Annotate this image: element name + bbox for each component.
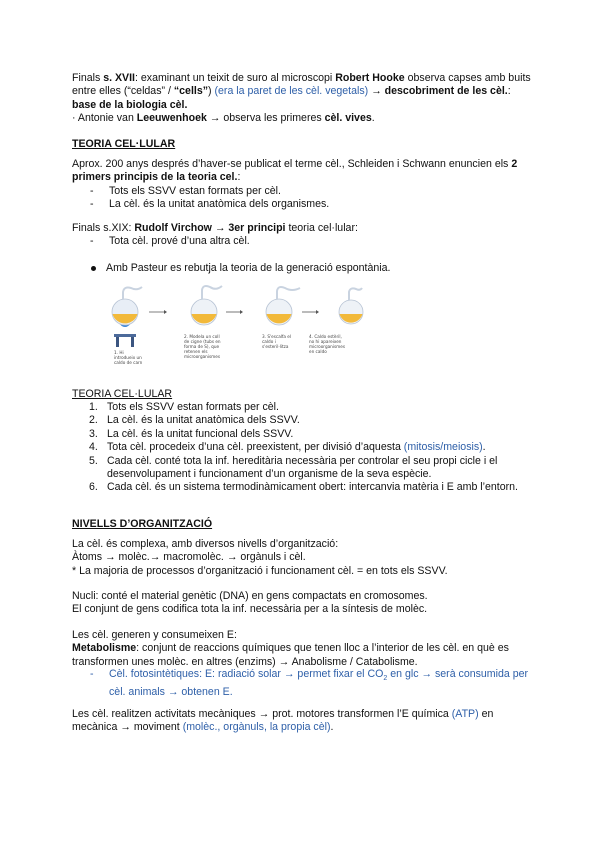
figure-caption-1: 1. Hi introdueix un caldo de carn <box>114 350 143 365</box>
flask-heated-icon <box>112 287 142 347</box>
figure-caption-2: 2. Modela un coll de cigne (tubs en forma de S), que retenen els microorganismes <box>184 334 221 359</box>
list-item: - Tota cèl. prové d’una altra cèl. <box>72 235 532 248</box>
heading-teoria-cellular: TEORIA CEL·LULAR <box>72 138 176 150</box>
heading-nivells: NIVELLS D’ORGANITZACIÓ <box>72 518 213 530</box>
list-item: 3. La cèl. és la unitat funcional dels SSVV. <box>89 427 294 440</box>
paragraph-metabolisme: Les cèl. generen y consumeixen E: Metabolisme: conjunt de reaccions químiques que tenen lloc a l’interior de les cèl. en què es transformen unes molèc. en altres (enzims) → Anabolisme / Catabolisme. <box>72 629 509 668</box>
list-virchow <box>72 235 532 248</box>
list-item: - Tots els SSVV estan formats per cèl. <box>72 185 532 198</box>
flask-sterilized-icon <box>266 287 300 325</box>
pasteur-experiment-figure <box>104 282 364 370</box>
paragraph-virchow: Finals s.XIX: Rudolf Virchow → 3er principi teoria cel·lular: <box>72 222 358 234</box>
heading-teoria-cellular-2: TEORIA CEL·LULAR <box>72 388 173 400</box>
list-fotosintetiques <box>72 668 532 699</box>
paragraph-nucli: Nucli: conté el material genètic (DNA) en gens compactats en cromosomes. El conjunt de gens codifica tota la inf. necessària per a la síntesis de molèc. <box>72 590 428 616</box>
bullet-pasteur: Amb Pasteur es rebutja la teoria de la generació espontània. <box>72 262 532 275</box>
list-item: - La cèl. és la unitat anatòmica dels organismes. <box>72 198 532 211</box>
figure-caption-3: 3. S'escalfa el caldo i s'esteril·litza <box>262 334 292 349</box>
paragraph-schleiden-schwann: Aprox. 200 anys després d’haver-se publicat el terme cèl., Schleiden i Schwann enuncien els 2 primers principis de la teoria cel.: <box>72 158 518 184</box>
figure-caption-4: 4. Caldo estèril, no hi apareixen microorganismes en caldo <box>309 334 346 354</box>
paragraph-leeuwenhoek: · Antonie van Leeuwenhoek → observa les primeres cèl. vives. <box>72 112 375 124</box>
list-item: 1. Tots els SSVV estan formats per cèl. <box>89 401 279 413</box>
list-item: 2. La cèl. és la unitat anatòmica dels SSVV. <box>89 414 300 427</box>
list-principis <box>72 185 532 212</box>
paragraph-hooke: Finals s. XVII: examinant un teixit de suro al microscopi Robert Hooke observa capses amb buits entre elles (“celdas” / “cells”) (era la paret de les cèl. vegetals) → descobriment de les cèl.: base de la biologia cèl. <box>72 72 531 111</box>
list-item: - Cèl. fotosintètiques: E: radiació solar → permet fixar el $CO_2$ en glc → serà consumida per cèl. animals → obtenen E. <box>72 668 532 699</box>
flask-sterile-icon <box>339 288 363 324</box>
list-item: 6. Cada cèl. és un sistema termodinàmicament obert: intercanvia matèria i E amb l’entorn. <box>89 481 518 494</box>
list-teoria <box>72 401 532 495</box>
flask-swan-neck-icon <box>191 286 222 325</box>
list-item: 4. Tota cèl. procedeix d’una cèl. preexistent, per divisió d’aquesta (mitosis/meiosis). <box>89 441 486 454</box>
paragraph-mecaniques: Les cèl. realitzen activitats mecàniques → prot. motores transformen l’E química (ATP) en mecànica → moviment (molèc., orgànuls, la propia cèl). <box>72 708 494 734</box>
paragraph-nivells: La cèl. és complexa, amb diversos nivells d’organització: Àtoms → molèc.→ macromolèc. → orgànuls i cèl. * La majoria de processos d’organització i funcionament cèl. = en tots els SSVV. <box>72 538 448 577</box>
list-item: 5. Cada cèl. conté tota la inf. hereditària necessària per controlar el seu propi cicle i el desenvolupament i funcionament d’un organisme de la seva espècie. <box>89 454 498 481</box>
